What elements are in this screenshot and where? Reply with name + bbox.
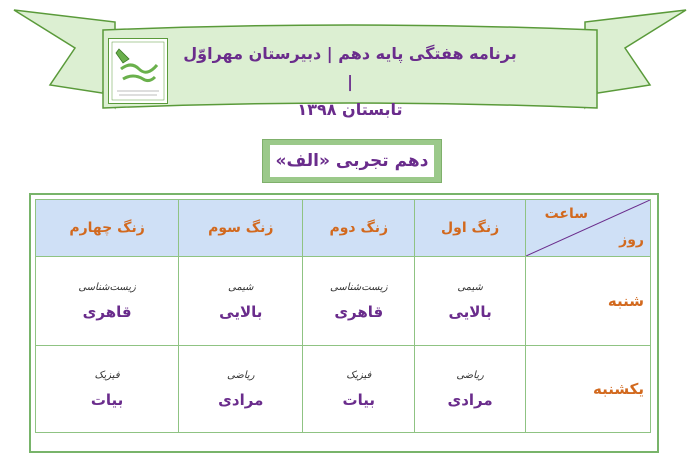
- day-label: شنبه: [526, 257, 651, 346]
- corner-header-cell: [526, 200, 651, 257]
- teacher-name: قاهری: [334, 302, 384, 321]
- schedule-cell: [415, 346, 526, 433]
- teacher-name: بالایی: [448, 302, 492, 321]
- title-line-1: برنامه هفتگی پایه دهم | دبیرستان مهراوّل |: [183, 44, 517, 91]
- subject-label: زیست‌شناسی: [330, 281, 388, 293]
- column-header: زنگ چهارم: [36, 200, 179, 257]
- page-title: [180, 40, 520, 124]
- teacher-name: بیات: [90, 390, 124, 409]
- schedule-cell: [36, 346, 179, 433]
- subject-label: فیزیک: [94, 369, 120, 381]
- schedule-cell: [36, 257, 179, 346]
- schedule-table: [35, 199, 651, 433]
- column-header: زنگ اول: [415, 200, 526, 257]
- column-header: زنگ سوم: [179, 200, 303, 257]
- schedule-cell: [303, 257, 415, 346]
- class-label-box: [262, 139, 442, 183]
- subject-label: شیمی: [457, 281, 483, 293]
- teacher-name: بیات: [342, 390, 376, 409]
- subject-label: زیست‌شناسی: [78, 281, 136, 293]
- subject-label: فیزیک: [346, 369, 372, 381]
- school-logo: [108, 38, 168, 104]
- teacher-name: مرادی: [447, 390, 493, 409]
- table-header-row: [36, 200, 651, 257]
- subject-label: شیمی: [228, 281, 254, 293]
- day-label: یکشنبه: [526, 346, 651, 433]
- schedule-cell: [415, 257, 526, 346]
- pencil-logo-icon: [109, 39, 167, 103]
- teacher-name: قاهری: [82, 302, 132, 321]
- schedule-cell: [303, 346, 415, 433]
- teacher-name: بالایی: [219, 302, 263, 321]
- table-row: [36, 346, 651, 433]
- subject-label: ریاضی: [227, 369, 255, 381]
- schedule-cell: [179, 346, 303, 433]
- corner-day-label: روز: [619, 232, 644, 248]
- teacher-name: مرادی: [218, 390, 264, 409]
- schedule-cell: [179, 257, 303, 346]
- title-line-2: تابستان ۱۳۹۸: [297, 100, 403, 119]
- column-header: زنگ دوم: [303, 200, 415, 257]
- subject-label: ریاضی: [456, 369, 484, 381]
- table-row: [36, 257, 651, 346]
- class-label: دهم تجربی «الف»: [270, 145, 434, 177]
- corner-hour-label: ساعت: [544, 206, 588, 222]
